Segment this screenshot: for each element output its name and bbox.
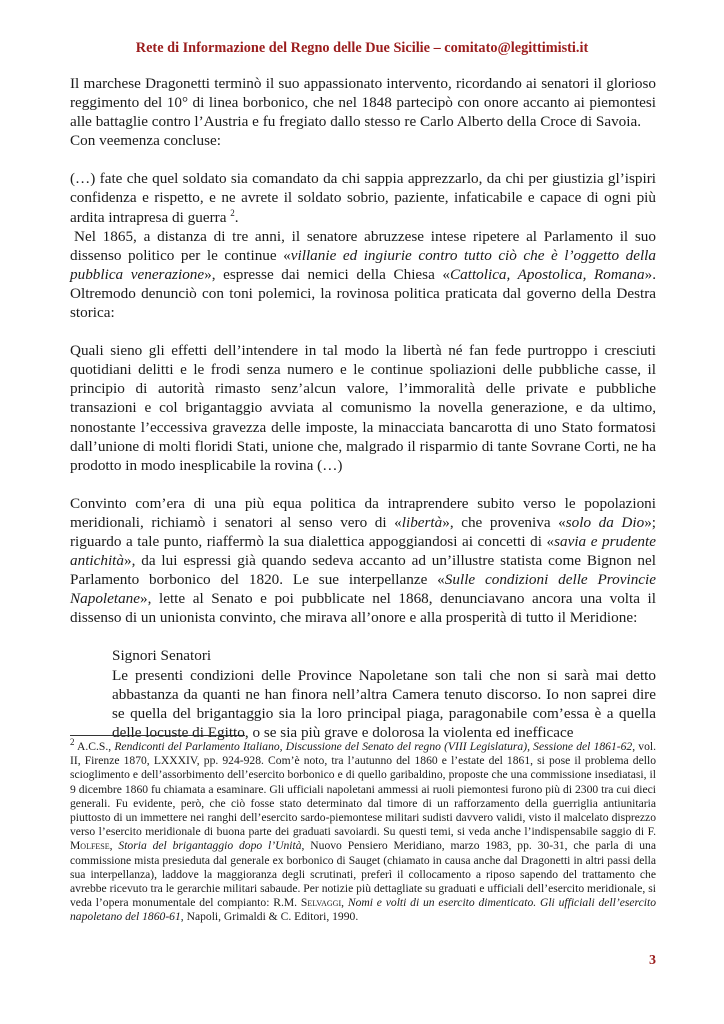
quote-1-end: . bbox=[234, 208, 239, 226]
p4-citation-dio: solo da Dio bbox=[565, 513, 645, 531]
fn-text-c: , vol. II, Firenze 1870, LXXXIV, pp. 924-928. Com’è noto, tra l’autunno del 1860 e l’estate del 1861, si pose il problema dello scioglimento e dell’assorbimento dell’esercito borbonico e di quello garibaldino, proposte che una commissione insediatasi, il 9 dicembre 1860 fu chiamata a esaminare. Gli ufficiali napoletani ammessi ai ruoli piemontesi furono più di 2300 tra cui dieci generali. Fu evidente, però, che ciò fosse stato determinato dal timore di un rafforzamento della guerriglia antiunitaria piuttosto di un immettere nei ranghi dell’esercito sardo-piemontese militari sudisti davvero validi, visto il malcelato disprezzo verso l’esercito meridionale di buona parte dei graduati savoiardi. Su questi temi, si veda anche l’indispensabile saggio di F. bbox=[70, 740, 656, 839]
fn-source-title: Rendiconti del Parlamento Italiano, Discussione del Senato del regno (VIII Legislatura), Sessione del 1861-62 bbox=[114, 740, 633, 753]
paragraph-1: Il marchese Dragonetti terminò il suo appassionato intervento, ricordando ai senatori il glorioso reggimento del 10° di linea borbonico, che nel 1848 partecipò con onore accanto ai piemontesi alle battaglie contro l’Austria e fu fregiato dallo stesso re Carlo Alberto della Croce di Savoia. bbox=[70, 75, 656, 131]
footnote-ref-2[interactable]: 2 bbox=[230, 207, 235, 218]
fn-book-title-1: Storia del brigantaggio dopo l’Unità bbox=[118, 839, 302, 853]
fn-text-a: A.C.S., bbox=[77, 740, 115, 753]
quote-1-text: (…) fate che quel soldato sia comandato da chi sappia apprezzarlo, da chi per giustizia gl’ispiri confidenza e rispetto, e ne avrete il soldato sobrio, paziente, infaticabile e capace di ogni più ardita intrapresa di guerra bbox=[70, 170, 656, 226]
page-header: Rete di Informazione del Regno delle Due Sicilie – comitato@legittimisti.it bbox=[135, 40, 589, 56]
p3-text-a: Nel 1865, a distanza di tre anni, il senatore abruzzese intese ripetere al Parlamento il suo dissenso politico per le continue « bbox=[70, 227, 656, 264]
p3-text-c: », espresse dai nemici della Chiesa « bbox=[204, 265, 450, 283]
fn-text-i: , bbox=[341, 896, 348, 910]
quote-3 bbox=[112, 646, 656, 741]
p3-citation-1: villanie ed ingiurie contro tutto ciò che è l’oggetto della pubblica venerazione bbox=[70, 246, 656, 283]
quote-3-salutation: Signori Senatori bbox=[112, 647, 212, 665]
p4-citation-antichita: savia e prudente antichità bbox=[70, 532, 656, 570]
fn-text-e: , bbox=[109, 839, 119, 853]
footnotes bbox=[70, 737, 656, 925]
fn-author-selvaggi: Selvaggi bbox=[300, 896, 342, 910]
page-number: 3 bbox=[649, 953, 656, 968]
fn-text-k: , Napoli, Grimaldi & C. Editori, 1990. bbox=[180, 910, 359, 924]
p4-text-g: », da lui espressi già quando sedeva accanto ad un’illustre statista come Bignon nel Parlamento borbonico del 1820. Le sue interpellanze « bbox=[70, 552, 656, 589]
main-text bbox=[70, 74, 656, 742]
footnote-2 bbox=[70, 737, 656, 925]
quote-2: Quali sieno gli effetti dell’intendere in tal modo la libertà né fan fede purtroppo i cresciuti quotidiani delitti e le frodi senza numero e le continue spoliazioni delle pubbliche casse, il principio di autorità rimasto senz’alcun valore, l’immoralità delle private e pubbliche transazioni e col brigantaggio avviata al comunismo la novella generazione, e da ultimo, nonostante l’eccessiva gravezza delle imposte, la minacciata bancarotta di uno Stato formatosi dall’unione di molti floridi Stati, unione che, malgrado il risparmio di tante Sovrane Corti, ne ha prodotto in modo inesplicabile la rovina (…) bbox=[70, 342, 656, 474]
fn-book-title-2: Nomi e volti di un esercito dimenticato. Gli ufficiali dell’esercito napoletano del 1860-61 bbox=[70, 896, 656, 924]
quote-3-text: Le presenti condizioni delle Province Napoletane son tali che non si sarà mai detto abbastanza da quanti ne han finora nell’altra Camera tenuto discorso. Io non saprei dire se quella del brigantaggio sia la loro principal piaga, paragonabile com’essa è a quella delle locuste di Egitto, o se sia più grave e dolorosa la violenta ed inefficace bbox=[112, 666, 656, 741]
p4-text-e: »; riguardo a tale punto, riaffermò la sua dialettica appoggiandosi ai concetti di « bbox=[70, 513, 657, 550]
p4-text-a: Convinto com’era di una più equa politica da intraprendere subito verso le popolazioni meridionali, richiamò i senatori al senso vero di « bbox=[70, 494, 656, 531]
footnote-separator bbox=[70, 735, 245, 736]
p3-citation-2: Cattolica, Apostolica, Romana bbox=[450, 265, 645, 283]
p4-text-c: », che proveniva « bbox=[442, 513, 566, 531]
footnote-number: 2 bbox=[70, 737, 75, 748]
paragraph-4 bbox=[70, 494, 656, 628]
p3-text-e: ». Oltremodo denunciò con toni polemici, la rovinosa politica praticata dal governo della Destra storica: bbox=[70, 265, 657, 322]
fn-text-g: , Nuovo Pensiero Meridiano, marzo 1983, pp. 30-31, che parla di una commissione mista presieduta dal generale ex borbonico di Sauget (chiamato in causa anche dal Dragonetti in altri passi della sua interpellanza), laddove la maggioranza degli scrutinati, preferì il collocamento a riposo sapendo del trattamento che avrebbe ricevuto tra le gerarchie militari sabaude. Per notizie più dettagliate su graduati e ufficiali dell’esercito meridionale, si veda l’opera monumentale del compianto: R.M. bbox=[70, 839, 656, 910]
quote-1 bbox=[70, 169, 656, 226]
fn-author-molfese: Molfese bbox=[70, 839, 110, 853]
paragraph-2: Con veemenza concluse: bbox=[70, 132, 221, 150]
p4-citation-title: Sulle condizioni delle Provincie Napoletane bbox=[70, 571, 656, 608]
paragraph-3 bbox=[70, 227, 656, 322]
p4-text-i: », lette al Senato e poi pubblicate nel 1868, denunciavano ancora una volta il dissenso di un unionista convinto, che mirava all’onore e alla prosperità di tutto il Meridione: bbox=[70, 590, 656, 627]
p4-citation-liberta: libertà bbox=[401, 513, 443, 531]
